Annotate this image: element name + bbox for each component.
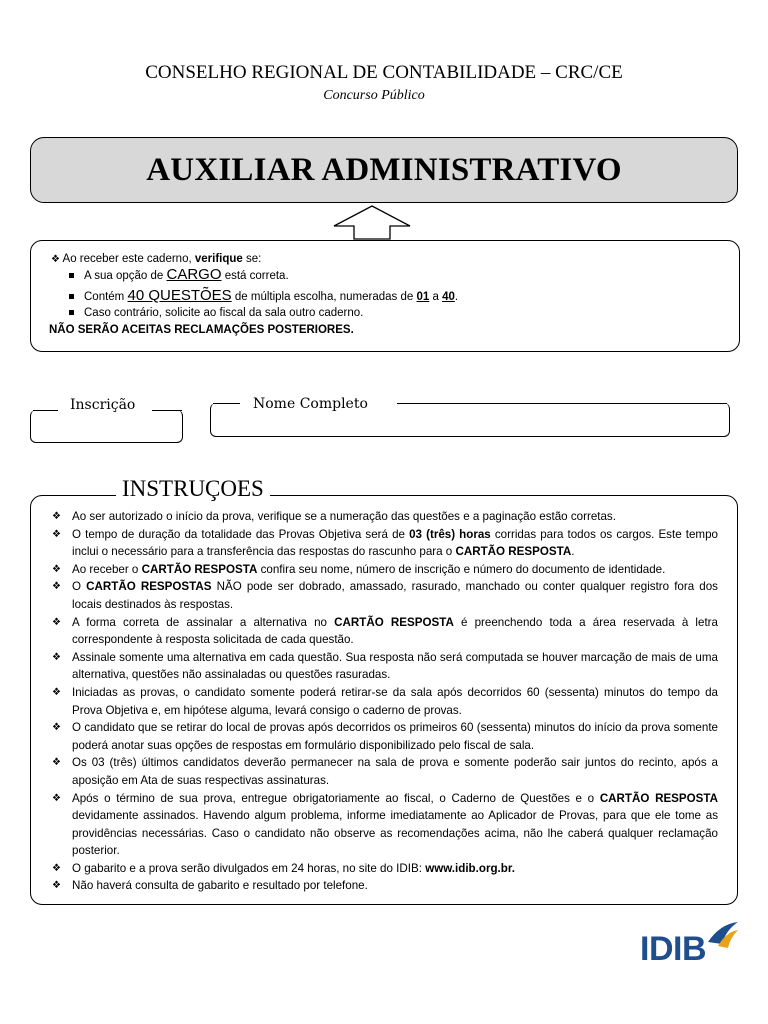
up-arrow-icon: [332, 204, 412, 240]
organization-name: CONSELHO REGIONAL DE CONTABILIDADE – CRC/CE: [145, 62, 623, 83]
instruction-item: ❖ A forma correta de assinalar a alternativa no CARTÃO RESPOSTA é preenchendo toda a área reservada à letra correspondente à resposta solicitada de cada questão.: [52, 615, 718, 647]
diamond-bullet-icon: ❖: [52, 686, 61, 698]
nome-label: Nome Completo: [253, 396, 368, 412]
instruction-item: ❖ O CARTÃO RESPOSTAS NÃO pode ser dobrado, amassado, rasurado, manchado ou conter qualquer registro fora dos locais destinados às respostas.: [52, 580, 718, 611]
diamond-bullet-icon: ❖: [52, 880, 61, 892]
title-box: [30, 137, 738, 203]
idib-logo: IDIB: [640, 920, 740, 970]
instruction-item: ❖ Os 03 (três) últimos candidatos deverão permanecer na sala de prova e somente poderão sair juntos do recinto, após a aposição em Ata de suas respectivas assinaturas.: [52, 756, 718, 787]
question-count-highlight: 40 QUESTÕES: [127, 287, 232, 304]
instruction-item: ❖ O tempo de duração da totalidade das Provas Objetiva será de 03 (três) horas corridas para todos os cargos. Este tempo inclui o necessário para a transferência das respostas do rascunho para o CARTÃO RESPOSTA.: [52, 527, 718, 559]
diamond-bullet-icon: ❖: [52, 616, 61, 628]
diamond-bullet-icon: ❖: [52, 528, 61, 540]
instruction-item: ❖ O candidato que se retirar do local de provas após decorridos os primeiros 60 (sessenta) minutos do início da prova somente poderá anotar suas opções de respostas em formulário disponibilizado pelo fiscal de sala.: [52, 721, 718, 752]
instruction-item: ❖ Assinale somente uma alternativa em cada questão. Sua resposta não será computada se houver marcação de mais de uma alternativa, questões não assinaladas ou questões rasuradas.: [52, 650, 718, 682]
square-bullet-icon: [69, 273, 74, 278]
exam-subtitle: Concurso Público: [323, 88, 425, 103]
diamond-bullet-icon: ❖: [52, 722, 61, 734]
diamond-bullet-icon: ❖: [52, 511, 61, 522]
verify-line-2: A sua opção de CARGO está correta.: [69, 267, 289, 284]
diamond-bullet-icon: ❖: [52, 862, 61, 874]
logo-mark-icon: [704, 920, 740, 950]
instruction-item: ❖ Não haverá consulta de gabarito e resultado por telefone.: [52, 877, 718, 895]
instruction-item: ❖ O gabarito e a prova serão divulgados em 24 horas, no site do IDIB: www.idib.org.br.: [52, 860, 718, 878]
verify-line-4: Caso contrário, solicite ao fiscal da sala outro caderno.: [69, 305, 363, 321]
square-bullet-icon: [69, 310, 74, 315]
instruction-item: ❖ Após o término de sua prova, entregue obrigatoriamente ao fiscal, o Caderno de Questões e o CARTÃO RESPOSTA devidamente assinados. Havendo algum problema, informe imediatamente ao Aplicador de Provas, para que ele tome as providências necessárias. Caso o candidato não observe as recomendações acima, não lhe caberá qualquer reclamação posterior.: [52, 791, 718, 858]
diamond-bullet-icon: ❖: [52, 792, 61, 804]
page-title: AUXILIAR ADMINISTRATIVO: [146, 151, 622, 188]
nome-field[interactable]: [210, 403, 730, 437]
diamond-bullet-icon: ❖: [52, 651, 61, 663]
instruction-item: ❖ Iniciadas as provas, o candidato somente poderá retirar-se da sala após decorridos 60 (sessenta) minutos do tempo da Prova Objetiva e, em hipótese alguma, levará consigo o caderno de provas.: [52, 685, 718, 717]
verify-line-1: ❖ Ao receber este caderno, verifique se:: [51, 253, 262, 265]
diamond-bullet-icon: ❖: [52, 581, 61, 593]
square-bullet-icon: [69, 294, 74, 299]
diamond-bullet-icon: ❖: [51, 254, 60, 265]
cargo-highlight: CARGO: [166, 266, 222, 283]
diamond-bullet-icon: ❖: [52, 563, 61, 575]
instruction-item: ❖ Ao receber o CARTÃO RESPOSTA confira seu nome, número de inscrição e número do documento de identidade.: [52, 561, 718, 579]
instruction-item: ❖ Ao ser autorizado o início da prova, verifique se a numeração das questões e a paginação estão corretas.: [52, 508, 718, 526]
diamond-bullet-icon: ❖: [52, 757, 61, 769]
instructions-title: INSTRUÇOES: [116, 476, 270, 502]
instructions-list: [52, 508, 718, 895]
verify-line-3: Contém 40 QUESTÕES de múltipla escolha, numeradas de 01 a 40.: [69, 288, 458, 305]
inscricao-label: Inscrição: [70, 397, 136, 413]
inscricao-field[interactable]: [30, 410, 183, 443]
verification-box: [30, 240, 740, 352]
verify-line-5: NÃO SERÃO ACEITAS RECLAMAÇÕES POSTERIORES.: [49, 324, 354, 336]
